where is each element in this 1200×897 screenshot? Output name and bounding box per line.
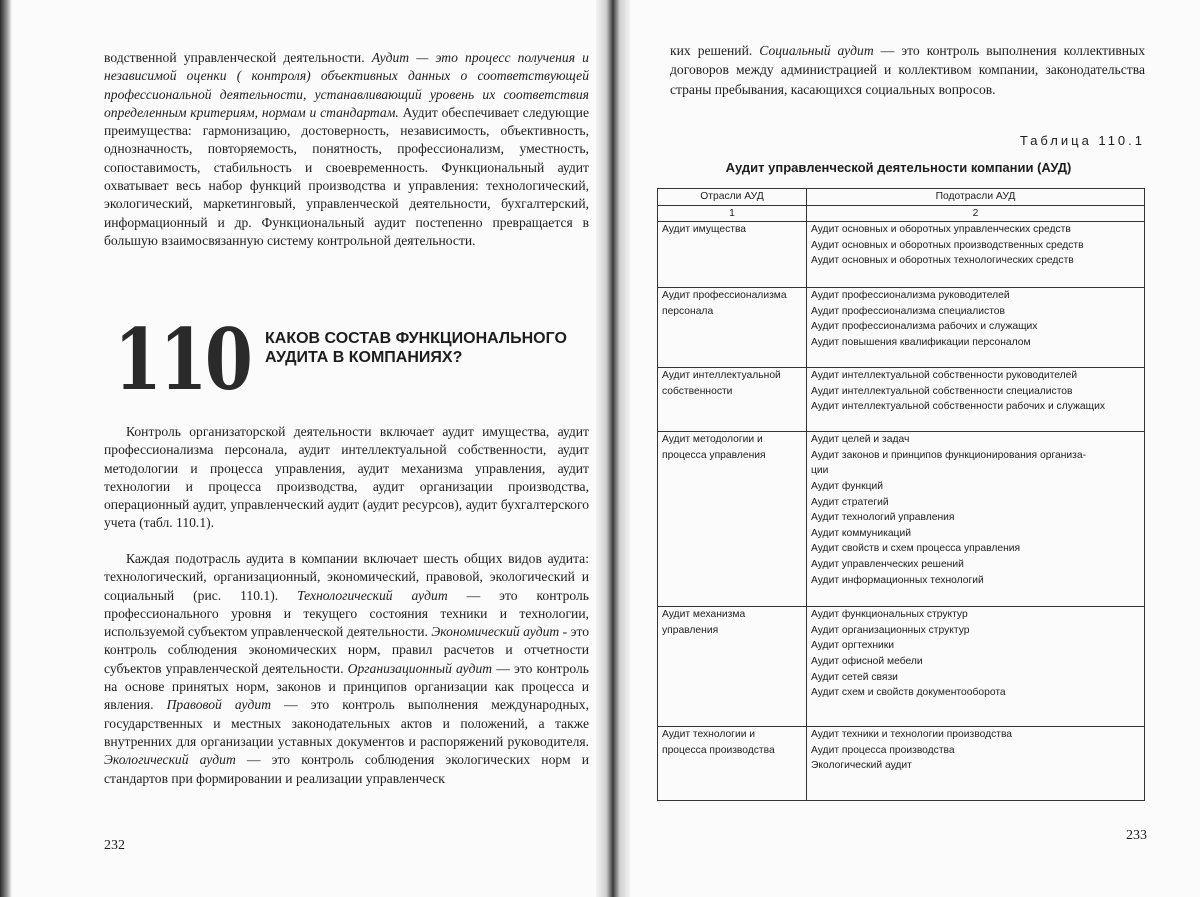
subbranch-item: Аудит интеллектуальной собственности специалистов — [811, 385, 1073, 397]
subbranch-item: Аудит процесса производства — [811, 744, 955, 756]
branch-cell: Аудит технологии и процесса производства — [658, 727, 807, 801]
page-number-left: 232 — [104, 838, 125, 853]
subbranch-item: Аудит коммуникаций — [811, 527, 911, 539]
page-number-right: 233 — [1126, 828, 1147, 843]
audit-table — [657, 188, 1145, 801]
branch-cell: Аудит интеллектуальной собственности — [658, 368, 807, 432]
subbranch-item: Аудит функциональных структур — [811, 609, 968, 621]
branch-cell: Аудит методологии и процесса управления — [658, 432, 807, 607]
body-paragraph-1: Контроль организаторской деятельности включает аудит имущества, аудит профессионализма персонала, аудит интеллектуальной собственности, аудит методологии и процесса управления, аудит механизма управления, аудит технологии и процесса производства, аудит организации производства, операционный аудит, управленческий аудит (аудит ресурсов), аудит бухгалтерского учета (табл. 110.1). — [104, 424, 589, 531]
branch-cell: Аудит имущества — [658, 222, 807, 288]
subbranch-cell — [807, 288, 1145, 368]
section-title: КАКОВ СОСТАВ ФУНКЦИОНАЛЬНОГО АУДИТА В КОМПАНИЯХ? — [265, 330, 567, 366]
subbranch-item: Аудит основных и оборотных производственных средств — [811, 239, 1084, 251]
subbranch-item: Аудит повышения квалификации персоналом — [811, 336, 1031, 348]
subbranch-item: Аудит интеллектуальной собственности рабочих и служащих — [811, 401, 1105, 413]
table-body — [658, 222, 1145, 801]
subbranch-item: Аудит стратегий — [811, 496, 889, 508]
subbranch-cell — [807, 432, 1145, 607]
branch-cell: Аудит профессионализма персонала — [658, 288, 807, 368]
header-branches: Отрасли АУД — [658, 189, 807, 206]
subbranch-item: Аудит основных и оборотных технологических средств — [811, 255, 1074, 267]
subbranch-item: Аудит интеллектуальной собственности руководителей — [811, 370, 1078, 382]
subbranch-cell — [807, 222, 1145, 288]
table-title: Аудит управленческой деятельности компании (АУД) — [725, 160, 1072, 175]
subbranch-item: Аудит управленческих решений — [811, 558, 964, 570]
subbranch-item: Аудит техники и технологии производства — [811, 729, 1013, 741]
column-number: 1 — [658, 205, 807, 222]
subbranch-item: Аудит целей и задач — [811, 434, 910, 446]
table-row — [658, 432, 1145, 607]
column-number: 2 — [807, 205, 1145, 222]
table-row — [658, 727, 1145, 801]
subbranch-item: ции — [811, 465, 829, 477]
table-row — [658, 222, 1145, 288]
subbranch-cell — [807, 368, 1145, 432]
subbranch-item: Аудит схем и свойств документооборота — [811, 687, 1006, 699]
subbranch-item: Аудит профессионализма рабочих и служащих — [811, 321, 1038, 333]
subbranch-item: Экологический аудит — [811, 760, 912, 772]
table-row — [658, 607, 1145, 727]
subbranch-cell — [807, 607, 1145, 727]
table-number-row — [658, 205, 1145, 222]
subbranch-item: Аудит функций — [811, 480, 883, 492]
branch-cell: Аудит механизма управления — [658, 607, 807, 727]
section-number: 110 — [114, 310, 251, 409]
subbranch-item: Аудит профессионализма руководителей — [811, 290, 1010, 302]
subbranch-item: Аудит законов и принципов функционирования организа- — [811, 449, 1087, 461]
subbranch-cell — [807, 727, 1145, 801]
table-row — [658, 368, 1145, 432]
subbranch-item: Аудит офисной мебели — [811, 655, 923, 667]
subbranch-item: Аудит профессионализма специалистов — [811, 305, 1005, 317]
subbranch-item: Аудит информационных технологий — [811, 574, 984, 586]
intro-paragraph: водственной управленческой деятельности. Аудит — это процесс получения и независимой оценки ( контроля) объективных данных о соответствующей профессиональной деятельности, устанавливающий уровень их соответствия определенным критериям, нормам и стандартам. Аудит обеспечивает следующие преимущества: гармонизацию, достоверность, независимость, объективность, однозначность, повторяемость, понятность, профессионализм, уместность, сопоставимость, стабильность и своевременность. Функциональный аудит охватывает весь набор функций производства и управления: технологический, экологический, маркетинговый, управленческой деятельности, бухгалтерский, информационный и др. Функциональный аудит постепенно превращается в большую взаимосвязанную систему контрольной деятельности. — [104, 50, 589, 248]
header-subbranches: Подотрасли АУД — [807, 189, 1145, 206]
subbranch-item: Аудит организационных структур — [811, 624, 970, 636]
continuation-paragraph: ких решений. Социальный аудит — это контроль выполнения коллективных договоров между администрацией и коллективом компании, законодательства страны пребывания, касающихся социальных вопросов. — [670, 43, 1145, 97]
table-header-row — [658, 189, 1145, 206]
subbranch-item: Аудит основных и оборотных управленческих средств — [811, 224, 1071, 236]
subbranch-item: Аудит технологий управления — [811, 512, 955, 524]
subbranch-item: Аудит оргтехники — [811, 640, 895, 652]
subbranch-item: Аудит сетей связи — [811, 671, 898, 683]
page-edge-shadow — [0, 0, 12, 897]
table-label: Таблица 110.1 — [1019, 133, 1145, 148]
book-gutter — [596, 0, 630, 897]
table-row — [658, 288, 1145, 368]
subbranch-item: Аудит свойств и схем процесса управления — [811, 543, 1021, 555]
body-paragraph-2: Каждая подотрасль аудита в компании включает шесть общих видов аудита: технологический, организационный, экономический, правовой, экологический и социальный (рис. 110.1). Технологический аудит — это контроль профессионального уровня и текущего состояния техники и технологии, используемой субъектом управленческой деятельности. Экономический аудит - это контроль соблюдения экономических норм, правил расчетов и отчетности субъектов управленческой деятельности. Организационный аудит — это контроль на основе принятых норм, законов и принципов организации как процесса и явления. Правовой аудит — это контроль выполнения международных, государственных и местных законодательных актов и положений, а также внутренних для организации уставных документов и распоряжений руководителя. Экологический аудит — это контроль соблюдения экологических норм и стандартов при формировании и реализации управленческ — [104, 551, 590, 786]
